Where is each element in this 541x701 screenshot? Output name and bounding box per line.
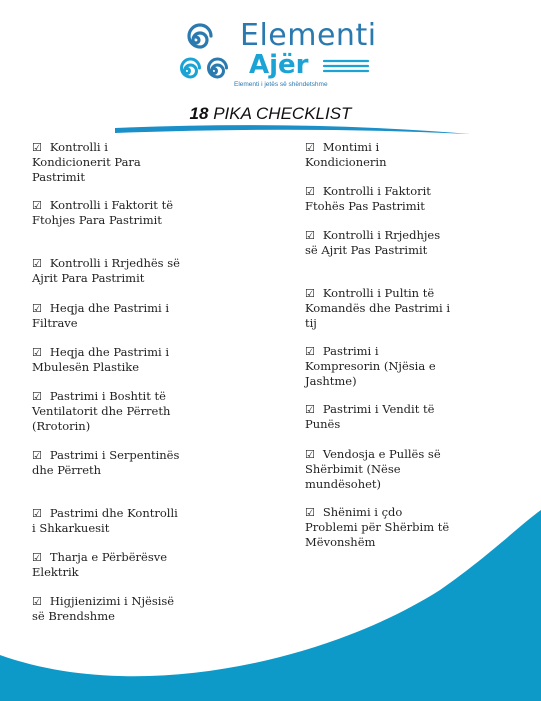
checklist-item-label: Kontrolli i Pultin të Komandës dhe Pastrimi i tij [305,286,451,330]
checkbox-checked-icon: ☑ [32,257,42,270]
page-title [0,104,541,124]
checklist-item [305,505,455,563]
checkbox-checked-icon: ☑ [32,141,42,154]
checklist-item [32,448,182,506]
checkbox-checked-icon: ☑ [32,507,42,520]
checkbox-checked-icon: ☑ [32,595,42,608]
brand-name-bottom: Ajër [249,50,309,80]
brand-logo [170,14,380,90]
checkbox-checked-icon: ☑ [32,449,42,462]
checkbox-checked-icon: ☑ [32,551,42,564]
title-text: PIKA CHECKLIST [213,104,352,123]
checklist-item-label: Kontrolli i Kondicionerit Para Pastrimit [32,140,141,184]
swirl-waves-icon [170,14,240,90]
checklist-item [32,301,182,345]
checklist-item [305,447,455,505]
checklist-item-label: Kontrolli i Faktorit Ftohës Pas Pastrimit [305,184,431,213]
checkbox-checked-icon: ☑ [305,185,315,198]
brand-name-top: Elementi [240,18,377,53]
checklist-left-column [32,140,182,638]
checklist-item-label: Heqja dhe Pastrimi i Filtrave [32,301,170,330]
checklist-right-column [305,140,455,563]
checklist-item-label: Kontrolli i Rrjedhjes së Ajrit Pas Pastrimit [305,228,441,257]
checklist-item-label: Montimi i Kondicionerin [305,140,387,169]
checklist-item [32,550,182,594]
checklist-item-label: Pastrimi i Kompresorin (Njësia e Jashtme) [305,344,436,388]
checklist-item-label: Vendosja e Pullës së Shërbimit (Nëse mundësohet) [305,447,441,491]
checklist-item [305,184,455,228]
checklist-item-label: Higjienizimi i Njësisë së Brendshme [32,594,175,623]
checkbox-checked-icon: ☑ [305,229,315,242]
checklist-item-label: Shënimi i çdo Problemi për Shërbim të Mëvonshëm [305,505,450,549]
checklist-item [32,345,182,389]
checklist-item-label: Tharja e Përbërësve Elektrik [32,550,168,579]
checklist-item [32,198,182,256]
checklist-item [32,594,182,638]
checklist-item [32,506,182,550]
checkbox-checked-icon: ☑ [32,390,42,403]
checkbox-checked-icon: ☑ [305,287,315,300]
checklist-item [32,389,182,448]
checklist-item-label: Pastrimi i Vendit të Punës [305,402,435,431]
checkbox-checked-icon: ☑ [305,403,315,416]
checkbox-checked-icon: ☑ [305,345,315,358]
checkbox-checked-icon: ☑ [305,448,315,461]
checklist-item [305,286,455,344]
wind-lines-icon [322,58,372,78]
checklist-item-label: Heqja dhe Pastrimi i Mbulesën Plastike [32,345,170,374]
checklist-item-label: Pastrimi i Serpentinës dhe Përreth [32,448,180,477]
checklist-item-label: Pastrimi i Boshtit të Ventilatorit dhe Përreth (Rrotorin) [32,389,171,433]
checklist-item-label: Pastrimi dhe Kontrolli i Shkarkuesit [32,506,178,535]
checklist-item [305,344,455,402]
checkbox-checked-icon: ☑ [32,346,42,359]
title-number: 18 [189,104,209,123]
checklist-item [32,256,182,301]
checklist-item-label: Kontrolli i Faktorit të Ftohjes Para Pastrimit [32,198,174,227]
checkbox-checked-icon: ☑ [305,506,315,519]
checklist-item [305,402,455,447]
checkbox-checked-icon: ☑ [32,199,42,212]
checkbox-checked-icon: ☑ [32,302,42,315]
checklist-item [305,140,455,184]
checkbox-checked-icon: ☑ [305,141,315,154]
checklist-item-label: Kontrolli i Rrjedhës së Ajrit Para Pastrimit [32,256,180,285]
checklist-item [305,228,455,286]
checklist-item [32,140,182,198]
brand-tagline: Elementi i jetës së shëndetshme [234,81,328,88]
